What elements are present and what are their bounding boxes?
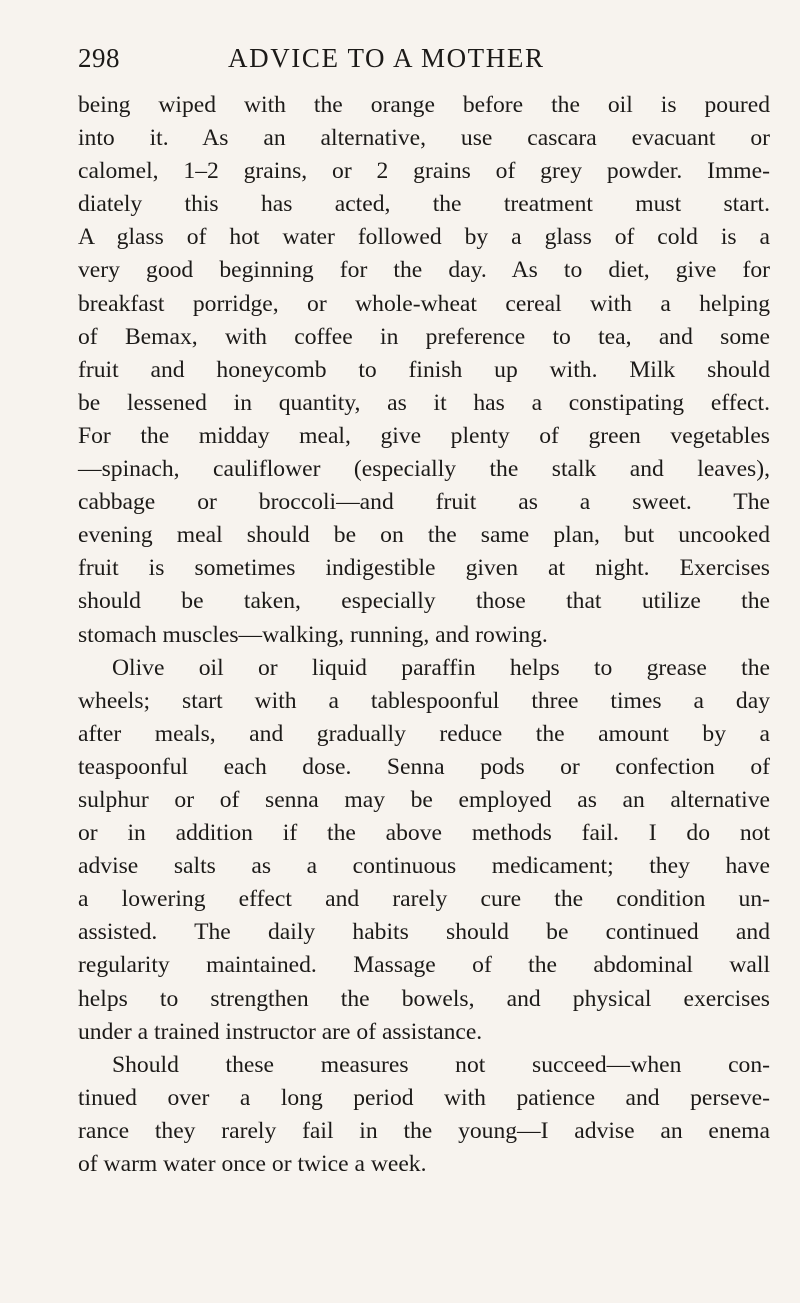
text-line: or in addition if the above methods fail. I do not	[78, 820, 770, 847]
text-line: be lessened in quantity, as it has a constipating effect.	[78, 389, 770, 416]
text-line: sulphur or of senna may be employed as an alternative	[78, 786, 770, 813]
text-line: For the midday meal, give plenty of green vegetables	[78, 422, 770, 449]
body-text	[78, 89, 770, 1181]
text-line: breakfast porridge, or whole-wheat cereal with a helping	[78, 290, 770, 317]
text-line: rance they rarely fail in the young—I advise an enema	[78, 1117, 770, 1144]
text-line: of Bemax, with coffee in preference to tea, and some	[78, 323, 770, 350]
text-line: fruit and honeycomb to finish up with. Milk should	[78, 356, 770, 383]
text-line: after meals, and gradually reduce the amount by a	[78, 720, 770, 747]
paragraph-start-line: Should these measures not succeed—when con-	[112, 1051, 770, 1078]
text-line: evening meal should be on the same plan, but uncooked	[78, 522, 770, 549]
text-line: —spinach, cauliflower (especially the stalk and leaves),	[78, 456, 770, 483]
text-line: into it. As an alternative, use cascara evacuant or	[78, 125, 770, 152]
text-line: A glass of hot water followed by a glass of cold is a	[78, 224, 770, 251]
text-line: diately this has acted, the treatment must start.	[78, 191, 770, 218]
running-title: ADVICE TO A MOTHER	[228, 43, 545, 73]
text-line: tinued over a long period with patience and perseve-	[78, 1084, 770, 1111]
text-line: advise salts as a continuous medicament; they have	[78, 853, 770, 880]
text-line: cabbage or broccoli—and fruit as a sweet. The	[78, 489, 770, 516]
text-line: under a trained instructor are of assistance.	[78, 1018, 483, 1045]
text-line: should be taken, especially those that utilize the	[78, 588, 770, 615]
paragraph-start-line: Olive oil or liquid paraffin helps to grease the	[112, 654, 770, 681]
text-line: teaspoonful each dose. Senna pods or confection of	[78, 753, 770, 780]
text-line: helps to strengthen the bowels, and physical exercises	[78, 985, 770, 1012]
text-line: a lowering effect and rarely cure the condition un-	[78, 886, 770, 913]
page-header	[78, 38, 770, 78]
text-line: assisted. The daily habits should be continued and	[78, 919, 770, 946]
text-line: fruit is sometimes indigestible given at night. Exercises	[78, 555, 770, 582]
text-line: wheels; start with a tablespoonful three times a day	[78, 687, 770, 714]
page-number: 298	[78, 43, 120, 73]
text-line: being wiped with the orange before the oil is poured	[78, 92, 770, 118]
text-line: very good beginning for the day. As to diet, give for	[78, 257, 770, 284]
text-line: regularity maintained. Massage of the abdominal wall	[78, 952, 770, 979]
text-line: stomach muscles—walking, running, and rowing.	[78, 621, 548, 648]
text-line: calomel, 1–2 grains, or 2 grains of grey powder. Imme-	[78, 158, 770, 185]
text-line: of warm water once or twice a week.	[78, 1151, 427, 1177]
